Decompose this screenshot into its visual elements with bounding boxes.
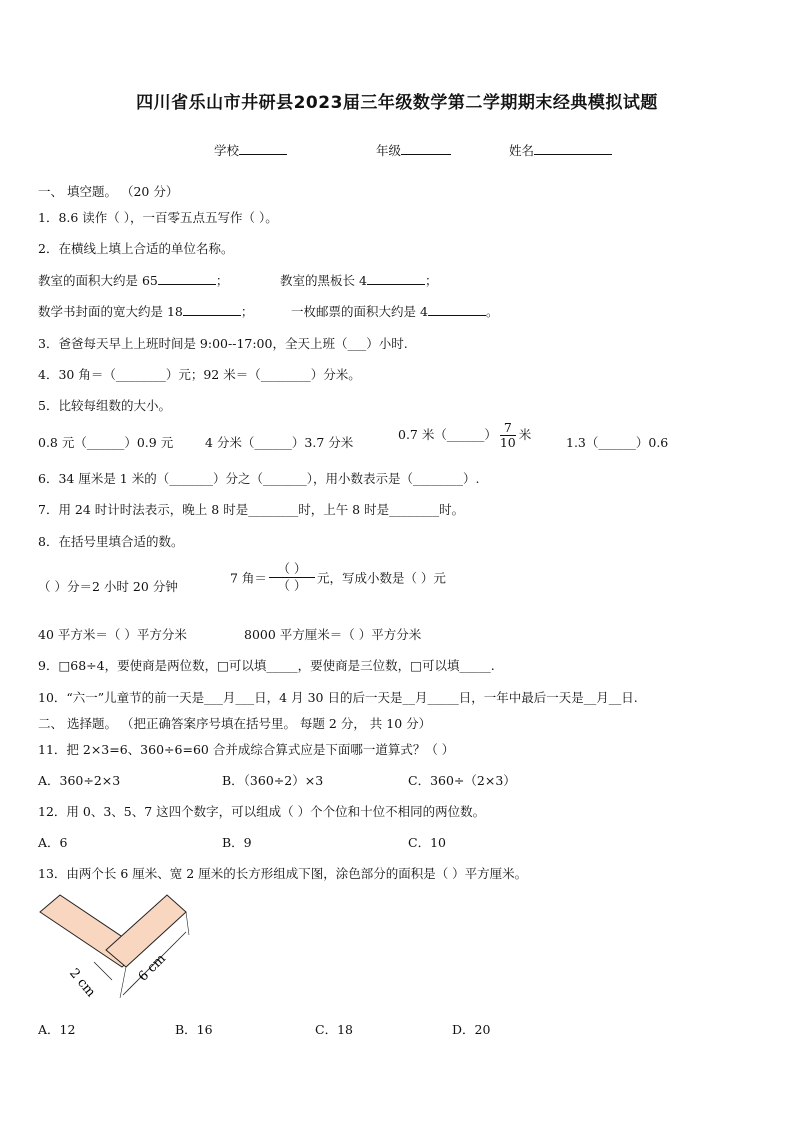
- student-info-row: [214, 141, 287, 159]
- q2d-text: 一枚邮票的面积大约是 4: [291, 304, 428, 319]
- q13-figure: [34, 892, 224, 1010]
- question-2: 2．在横线上填上合适的单位名称。: [38, 241, 234, 256]
- name-label: 姓名: [509, 143, 535, 158]
- q2c-text: 数学书封面的宽大约是 18: [38, 304, 183, 319]
- q2a-semi: ；: [215, 273, 229, 288]
- width-dimension-line: [94, 962, 112, 980]
- question-9: 9．□68÷4，要使商是两位数，□可以填_____，要使商是三位数，□可以填_____.: [38, 658, 495, 673]
- question-8b: [230, 561, 446, 594]
- question-3: 3．爸爸每天早上上班时间是 9:00--17:00，全天上班（___）小时.: [38, 336, 408, 351]
- question-5: 5．比较每组数的大小。: [38, 398, 171, 413]
- q11-option-a[interactable]: A．360÷2×3: [38, 773, 121, 788]
- q2c-semi: ；: [240, 304, 254, 319]
- school-label: 学校: [214, 143, 240, 158]
- school-blank[interactable]: [239, 142, 287, 155]
- q2d-blank[interactable]: [428, 303, 486, 316]
- grade-label: 年级: [376, 143, 402, 158]
- q2b-semi: ；: [424, 273, 438, 288]
- q2c-blank[interactable]: [183, 303, 241, 316]
- q11-option-c[interactable]: C．360÷（2×3）: [408, 773, 516, 788]
- q5c-unit: 米: [518, 427, 532, 442]
- question-1: 1．8.6 读作（ ），一百零五点五写作（ ）。: [38, 210, 278, 225]
- q2d-period: 。: [485, 304, 499, 319]
- q12-option-a[interactable]: A．6: [38, 835, 68, 850]
- name-field: [509, 141, 612, 159]
- width-label: 2 cm: [66, 965, 99, 1001]
- question-8: 8．在括号里填合适的数。: [38, 534, 184, 549]
- fraction-7-10: [500, 421, 516, 450]
- q13-option-d[interactable]: D．20: [452, 1022, 491, 1037]
- q12-option-b[interactable]: B．9: [222, 835, 252, 850]
- page-title: 四川省乐山市井研县2023届三年级数学第二学期期末经典模拟试题: [136, 93, 658, 113]
- blank-fraction[interactable]: [269, 561, 315, 594]
- q8b-post: 元，写成小数是（ ）元: [316, 570, 446, 586]
- length-label: 6 cm: [135, 951, 169, 985]
- question-5d: 1.3（______）0.6: [566, 435, 669, 450]
- q13-option-a[interactable]: A．12: [38, 1022, 76, 1037]
- grade-blank[interactable]: [401, 142, 451, 155]
- fraction-numerator: 7: [503, 420, 512, 435]
- section-1-heading: 一、 填空题。 （20 分）: [38, 184, 179, 199]
- q2a-text: 教室的面积大约是 65: [38, 273, 158, 288]
- question-10: 10．“六一”儿童节的前一天是___月___日，4 月 30 日的后一天是__月_____日，一年中最后一天是__月__日.: [38, 690, 638, 705]
- q5c-text: 0.7 米（______）: [398, 427, 497, 442]
- grade-field: [376, 141, 451, 159]
- q13-option-b[interactable]: B．16: [175, 1022, 213, 1037]
- question-2b: [280, 271, 437, 289]
- blank-numerator: （ ）: [277, 561, 307, 576]
- q2b-blank[interactable]: [367, 272, 425, 285]
- question-6: 6．34 厘米是 1 米的（_______）分之（_______），用小数表示是（________）.: [38, 471, 480, 486]
- q2a-blank[interactable]: [158, 272, 216, 285]
- question-8c: 40 平方米＝（ ）平方分米: [38, 627, 187, 642]
- question-2c: [38, 302, 253, 320]
- question-11: 11．把 2×3=6、360÷6=60 合并成综合算式应是下面哪一道算式？（ ）: [38, 742, 455, 757]
- question-12: 12．用 0、3、5、7 这四个数字，可以组成（ ）个个位和十位不相同的两位数。: [38, 804, 486, 819]
- fraction-denominator: 10: [499, 435, 516, 450]
- question-5c: [398, 421, 531, 450]
- question-4: 4．30 角＝（________）元；92 米＝（________）分米。: [38, 367, 361, 382]
- q13-option-c[interactable]: C．18: [315, 1022, 353, 1037]
- question-2a: [38, 271, 228, 289]
- right-rectangle: [106, 895, 186, 967]
- question-8a: （ ）分＝2 小时 20 分钟: [38, 579, 178, 594]
- question-2d: [291, 302, 498, 320]
- question-5a: 0.8 元（______）0.9 元: [38, 435, 174, 450]
- question-5b: 4 分米（______）3.7 分米: [205, 435, 354, 450]
- q8b-pre: 7 角＝: [230, 570, 267, 586]
- q11-option-b[interactable]: B．（360÷2）×3: [222, 773, 324, 788]
- name-blank[interactable]: [534, 142, 612, 155]
- question-7: 7．用 24 时计时法表示，晚上 8 时是________时，上午 8 时是________时。: [38, 502, 465, 517]
- section-2-heading: 二、 选择题。 （把正确答案序号填在括号里。 每题 2 分， 共 10 分）: [38, 716, 432, 731]
- q2b-text: 教室的黑板长 4: [280, 273, 367, 288]
- question-8d: 8000 平方厘米＝（ ）平方分米: [244, 627, 422, 642]
- q12-option-c[interactable]: C．10: [408, 835, 446, 850]
- question-13: 13．由两个长 6 厘米、宽 2 厘米的长方形组成下图，涂色部分的面积是（ ）平方厘米。: [38, 866, 528, 881]
- blank-denominator: （ ）: [277, 578, 307, 593]
